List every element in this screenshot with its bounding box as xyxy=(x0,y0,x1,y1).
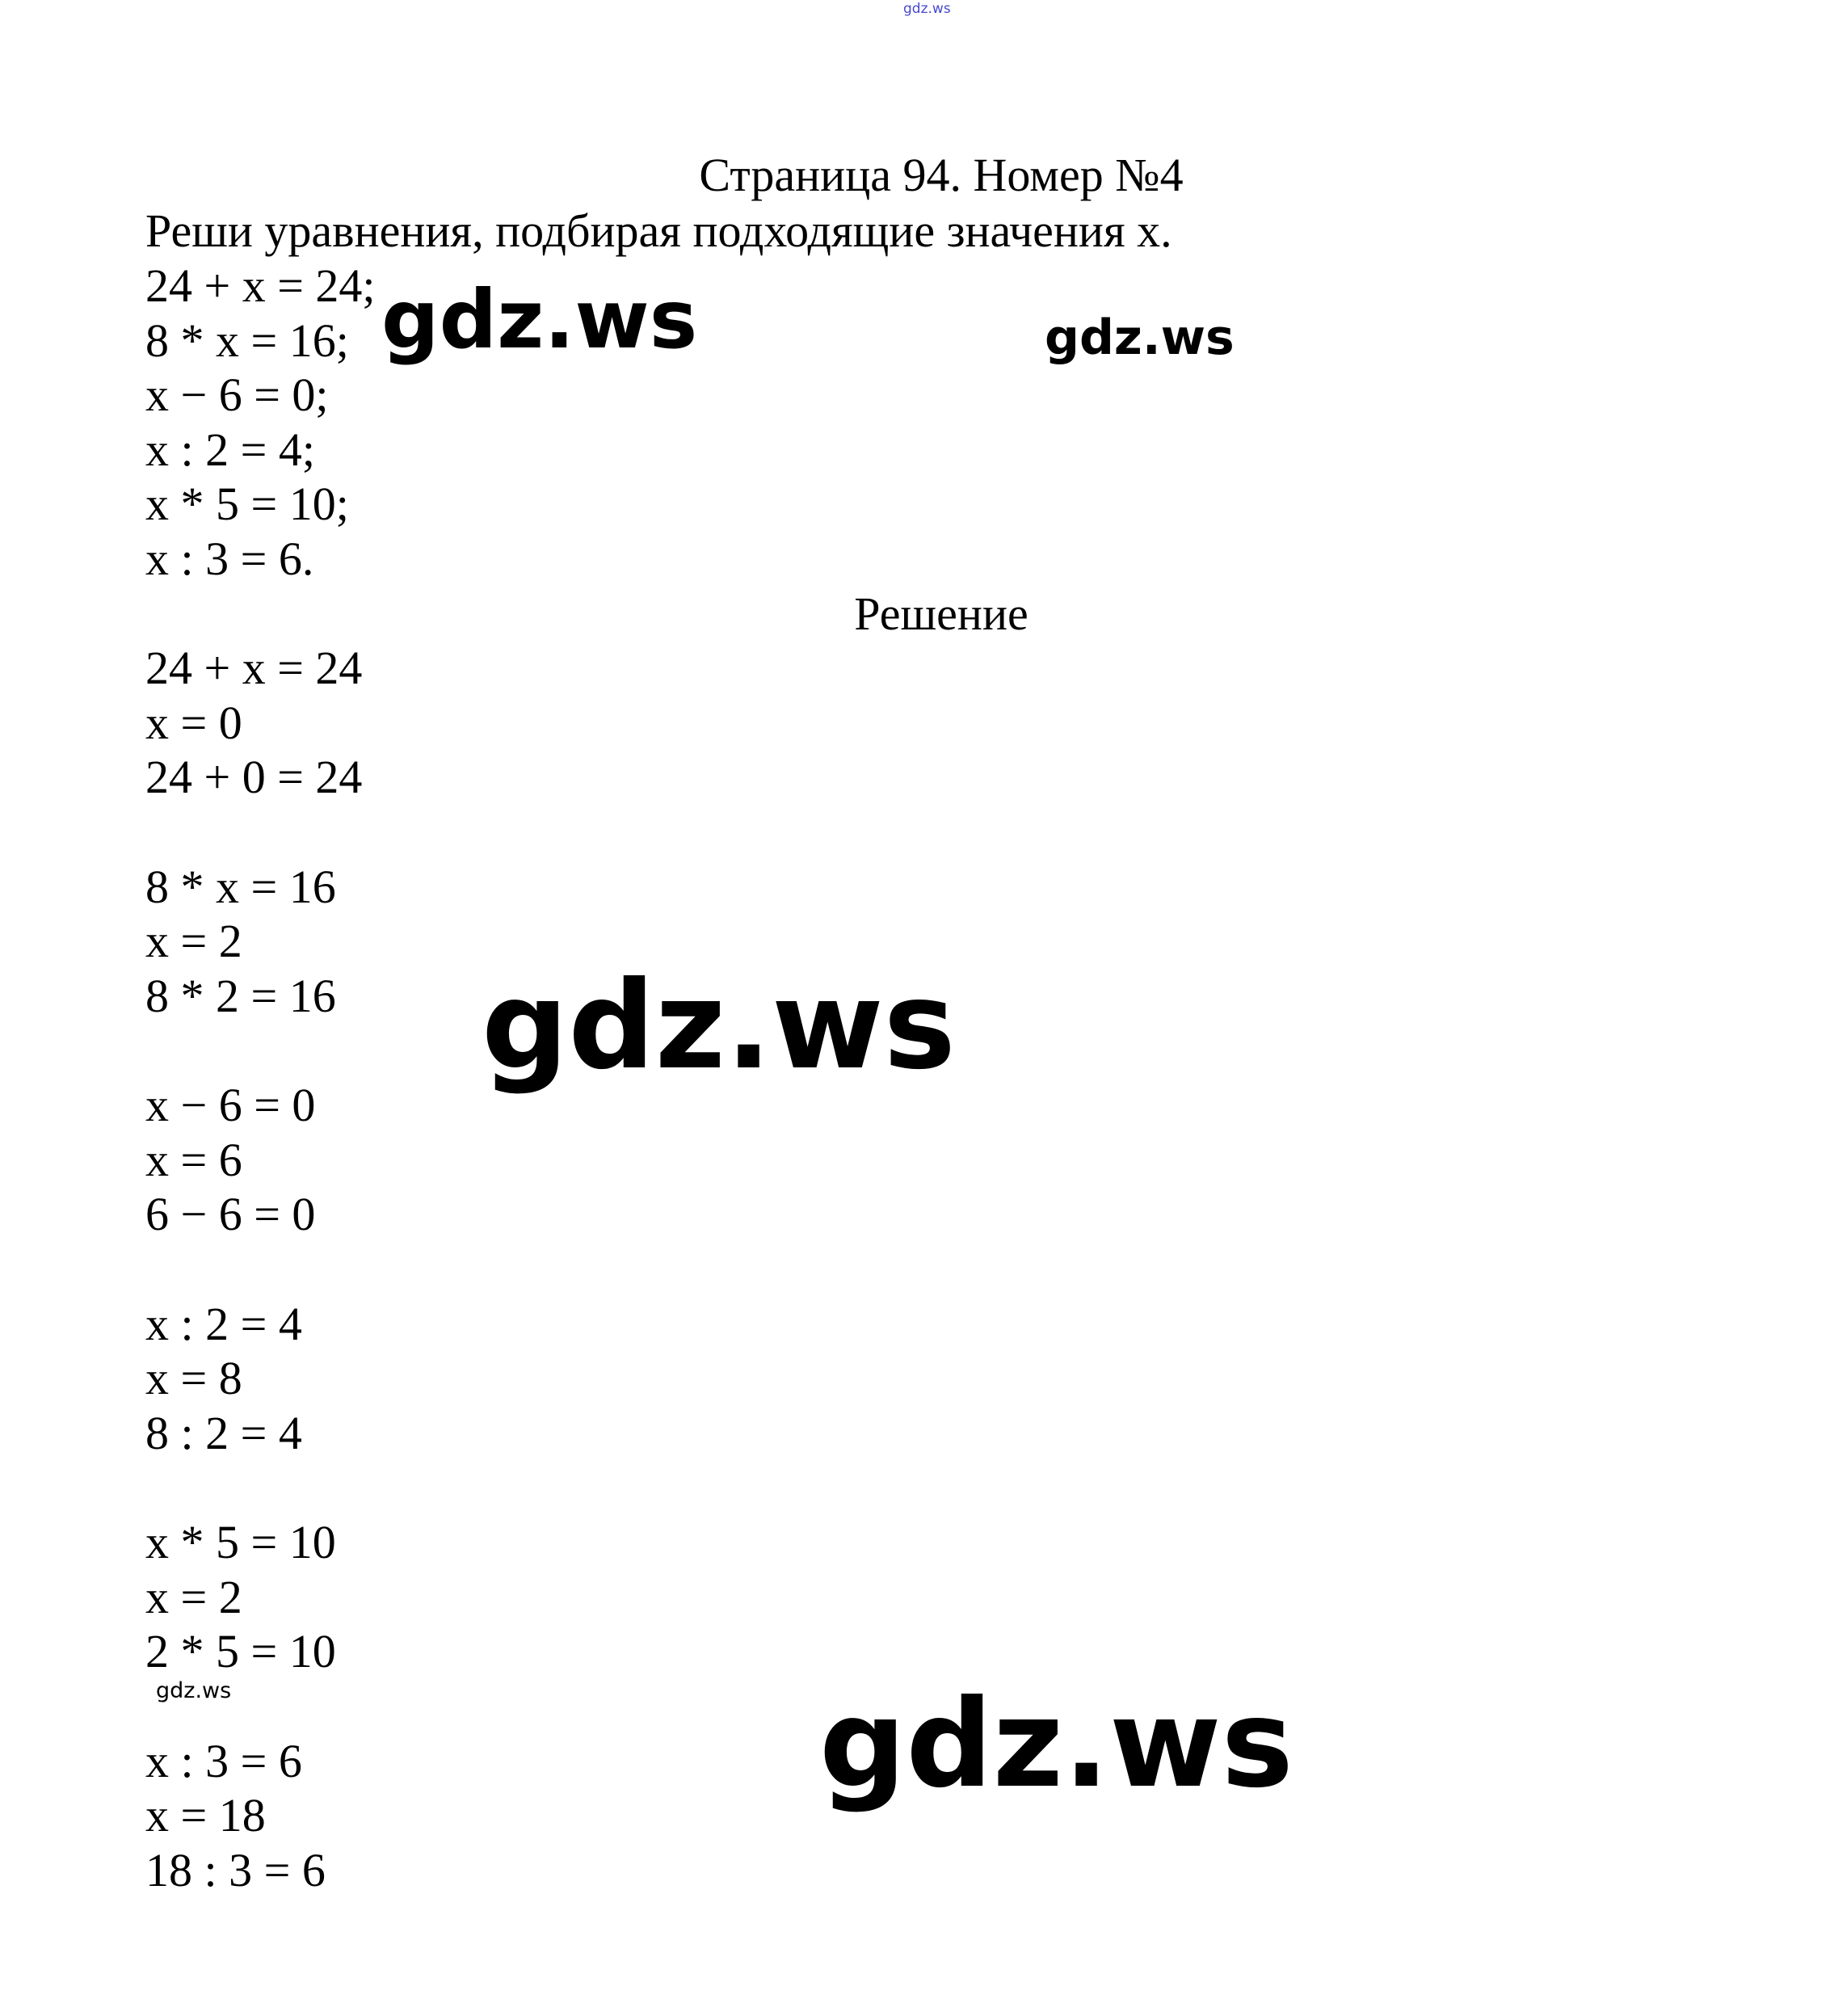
page-title: Страница 94. Номер №4 xyxy=(699,149,1184,201)
solution-answer: x = 2 xyxy=(145,915,242,967)
watermark-logo: gdz.ws xyxy=(482,956,956,1096)
task-equation: 8 * x = 16; xyxy=(145,314,349,367)
solution-answer: x = 0 xyxy=(145,697,242,749)
solution-answer: x = 18 xyxy=(145,1789,266,1841)
solution-equation: x * 5 = 10 xyxy=(145,1516,336,1568)
solution-equation: x : 2 = 4 xyxy=(145,1298,302,1350)
solution-check: 18 : 3 = 6 xyxy=(145,1844,326,1896)
watermark-logo: gdz.ws xyxy=(381,272,698,367)
solution-check: 24 + 0 = 24 xyxy=(145,751,363,803)
solution-equation: x − 6 = 0 xyxy=(145,1079,316,1131)
top-watermark: gdz.ws xyxy=(903,1,951,17)
solution-equation: 8 * x = 16 xyxy=(145,861,336,913)
solution-check: 6 − 6 = 0 xyxy=(145,1188,316,1240)
solution-answer: x = 8 xyxy=(145,1352,242,1404)
solution-check: 2 * 5 = 10 xyxy=(145,1625,336,1677)
solution-equation: x : 3 = 6 xyxy=(145,1735,302,1787)
task-statement: Реши уравнения, подбирая подходящие значения x. xyxy=(145,204,1172,257)
task-equation: x * 5 = 10; xyxy=(145,478,349,530)
watermark-logo: gdz.ws xyxy=(156,1678,232,1703)
task-equation: x : 2 = 4; xyxy=(145,423,315,476)
solution-heading: Решение xyxy=(854,587,1028,640)
watermark-logo: gdz.ws xyxy=(1045,309,1235,366)
task-equation: x − 6 = 0; xyxy=(145,368,329,421)
watermark-logo: gdz.ws xyxy=(819,1674,1293,1815)
task-equation: x : 3 = 6. xyxy=(145,532,314,585)
solution-answer: x = 6 xyxy=(145,1134,242,1186)
solution-check: 8 : 2 = 4 xyxy=(145,1407,302,1459)
solution-answer: x = 2 xyxy=(145,1571,242,1623)
solution-check: 8 * 2 = 16 xyxy=(145,970,336,1022)
task-equation: 24 + x = 24; xyxy=(145,259,376,312)
solution-equation: 24 + x = 24 xyxy=(145,642,363,694)
